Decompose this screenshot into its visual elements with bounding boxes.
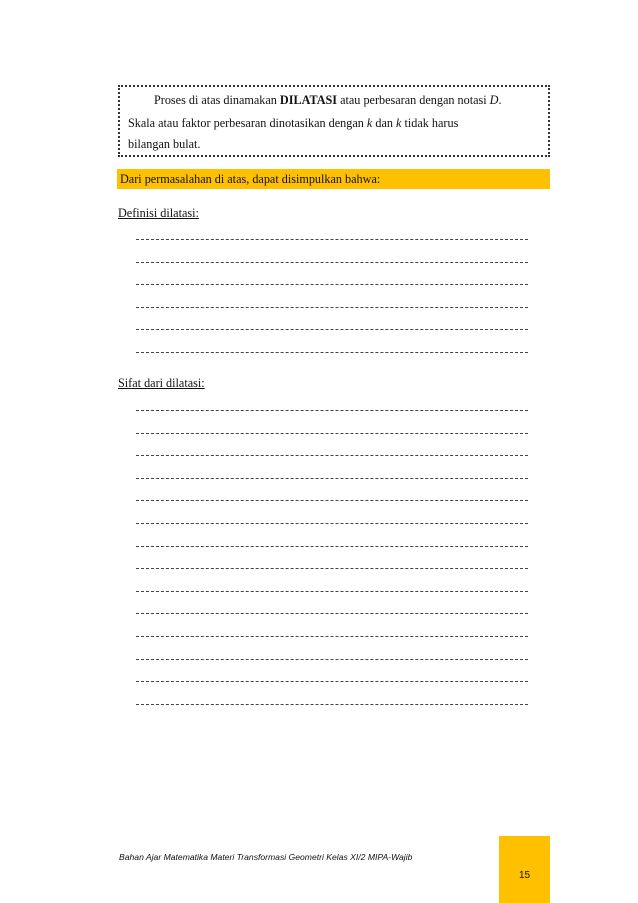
answer-line[interactable] <box>136 613 528 614</box>
intro-line-2 <box>128 112 458 135</box>
intro-text: tidak harus <box>401 116 459 130</box>
page-number: 15 <box>518 870 531 881</box>
conclusion-bar: Dari permasalahan di atas, dapat disimpulkan bahwa: <box>117 169 550 189</box>
intro-line-1 <box>154 89 502 112</box>
answer-line[interactable] <box>136 546 528 547</box>
answer-line[interactable] <box>136 284 528 285</box>
intro-text: . <box>498 93 502 107</box>
answer-line[interactable] <box>136 307 528 308</box>
properties-heading: Sifat dari dilatasi: <box>118 376 205 390</box>
factor-k: k <box>396 116 402 130</box>
intro-box <box>118 85 550 157</box>
answer-line[interactable] <box>136 433 528 434</box>
intro-text: dan <box>372 116 397 130</box>
footer-text: Bahan Ajar Matematika Materi Transformasi Geometri Kelas XI/2 MIPA-Wajib <box>119 852 413 862</box>
answer-line[interactable] <box>136 352 528 353</box>
answer-line[interactable] <box>136 704 528 705</box>
answer-line[interactable] <box>136 568 528 569</box>
answer-line[interactable] <box>136 239 528 240</box>
intro-text: Proses di atas dinamakan <box>154 93 280 107</box>
intro-line-3: bilangan bulat. <box>128 137 201 151</box>
answer-line[interactable] <box>136 591 528 592</box>
intro-text: Skala atau faktor perbesaran dinotasikan dengan <box>128 116 367 130</box>
answer-line[interactable] <box>136 478 528 479</box>
answer-line[interactable] <box>136 523 528 524</box>
answer-line[interactable] <box>136 262 528 263</box>
notation-d: D <box>489 93 499 107</box>
page-number-badge <box>499 836 550 903</box>
answer-line[interactable] <box>136 636 528 637</box>
answer-line[interactable] <box>136 500 528 501</box>
answer-line[interactable] <box>136 659 528 660</box>
answer-line[interactable] <box>136 455 528 456</box>
answer-line[interactable] <box>136 410 528 411</box>
answer-line[interactable] <box>136 329 528 330</box>
factor-k: k <box>366 116 373 130</box>
answer-line[interactable] <box>136 681 528 682</box>
definition-heading: Definisi dilatasi: <box>118 206 199 220</box>
dilatasi-term: DILATASI <box>279 93 338 107</box>
intro-text: atau perbesaran dengan notasi <box>337 93 490 107</box>
